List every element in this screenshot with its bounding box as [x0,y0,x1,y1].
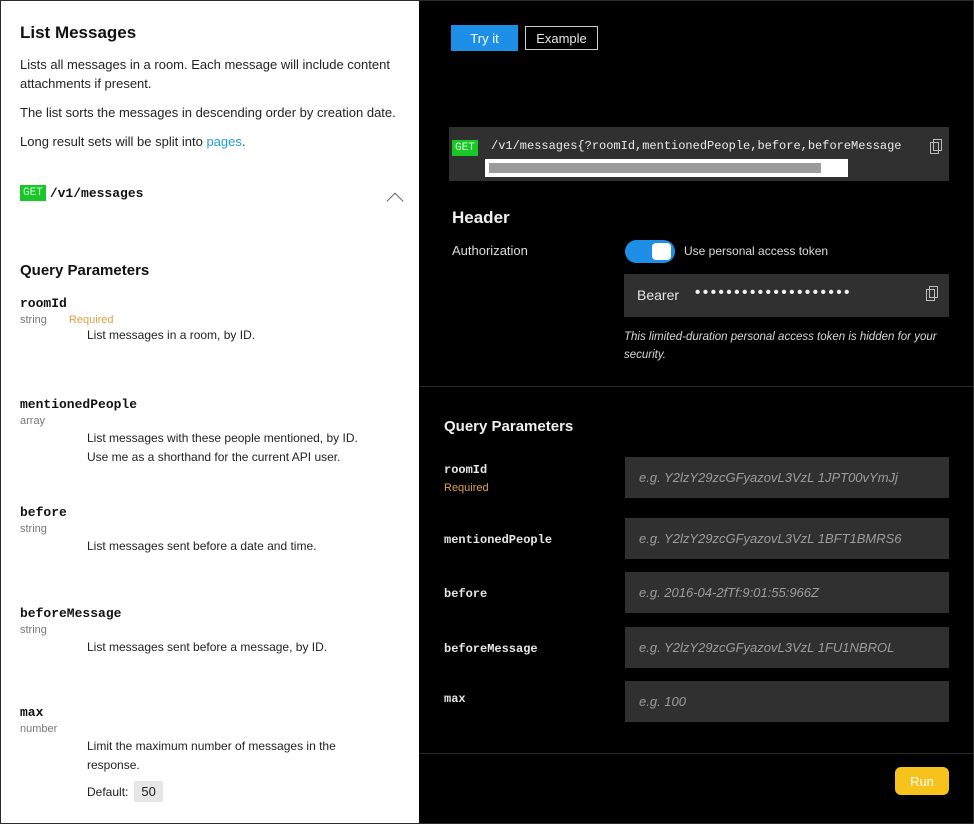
query-label-max: max [444,692,466,706]
required-label: Required [444,482,489,494]
bearer-label: Bearer [637,287,680,303]
default-value: 50 [134,781,162,802]
bearer-token-field[interactable] [624,274,949,317]
param-type: string [20,314,47,326]
toggle-knob [652,243,671,260]
try-it-panel [419,1,973,823]
roomId-input[interactable] [625,457,949,498]
divider [419,753,973,754]
request-url: /v1/messages{?roomId,mentionedPeople,before,beforeMessage [491,139,902,153]
header-heading: Header [452,208,510,227]
toggle-label: Use personal access token [684,244,829,258]
resolved-url-redacted [489,163,821,173]
query-label-roomId: roomId [444,463,488,477]
param-description: List messages sent before a message, by ID. [87,640,328,654]
default-row [87,781,410,802]
param-description: List messages sent before a date and time. [87,539,317,553]
tab-try-it[interactable]: Try it [451,25,518,51]
param-type-row [20,723,410,735]
page-title: List Messages [20,23,137,42]
default-label: Default: [87,784,129,799]
param-name: roomId [20,296,67,311]
copy-icon[interactable] [930,139,942,155]
param-mentionedPeople [20,397,410,467]
param-type: string [20,624,47,636]
mentionedPeople-input[interactable] [625,518,949,559]
bearer-token-masked: •••••••••••••••••••• [695,284,853,301]
param-beforeMessage [20,606,410,657]
divider [419,386,973,387]
param-type: array [20,415,46,427]
query-parameters-heading: Query Parameters [20,262,150,279]
param-description: List messages in a room, by ID. [87,328,256,342]
endpoint-path: /v1/messages [49,185,144,201]
param-type: string [20,523,47,535]
param-type-row [20,314,410,326]
token-note: This limited-duration personal access token is hidden for your security. [624,331,937,361]
param-name: beforeMessage [20,606,122,621]
param-type-row [20,523,410,535]
run-button[interactable]: Run [895,767,949,795]
description-1: Lists all messages in a room. Each message will include content attachments if present. [20,57,390,91]
param-before [20,505,410,556]
query-label-mentionedPeople: mentionedPeople [444,533,553,547]
request-url-box [449,127,949,181]
param-type-row [20,624,410,636]
param-type: number [20,723,58,735]
copy-token-icon[interactable] [926,286,938,302]
authorization-label: Authorization [452,243,528,258]
docs-panel [1,1,418,823]
method-badge: GET [452,140,478,156]
personal-token-toggle[interactable] [625,240,675,263]
method-badge: GET [20,185,46,201]
endpoint-summary[interactable] [20,185,143,201]
before-input[interactable] [625,572,949,613]
max-input[interactable] [625,681,949,722]
description-3-suffix: . [241,134,246,149]
param-name: mentionedPeople [20,397,138,412]
param-type-row [20,415,410,427]
param-max [20,705,410,802]
param-description: Limit the maximum number of messages in the response. [87,739,336,772]
required-label: Required [68,314,114,326]
description-3 [20,132,400,151]
description-2: The list sorts the messages in descending order by creation date. [20,105,396,120]
pages-link[interactable]: pages [206,134,242,149]
query-parameters-heading: Query Parameters [444,418,574,435]
description-3-prefix: Long result sets will be split into [20,134,203,149]
query-label-beforeMessage: beforeMessage [444,642,538,656]
param-description-2: Use me as a shorthand for the current API user. [87,450,341,464]
param-name: max [20,705,44,720]
param-roomId [20,296,410,345]
tab-example[interactable]: Example [525,26,598,50]
chevron-up-icon[interactable] [387,193,404,210]
beforeMessage-input[interactable] [625,627,949,668]
query-label-before: before [444,587,488,601]
param-name: before [20,505,67,520]
param-description: List messages with these people mentioned, by ID. [87,431,358,445]
resolved-url-field[interactable] [485,159,848,177]
